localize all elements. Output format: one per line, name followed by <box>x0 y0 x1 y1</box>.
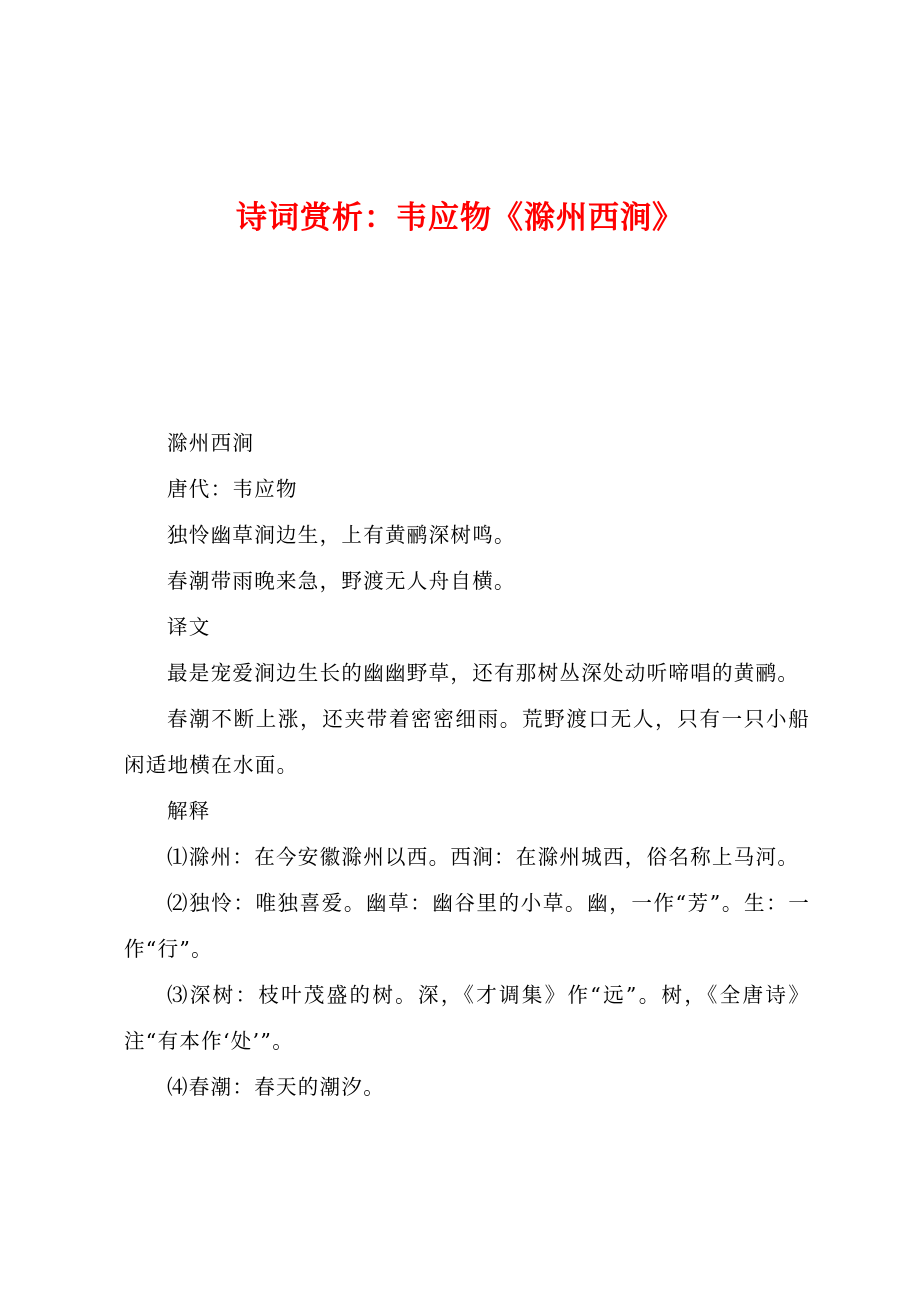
note-2: ⑵独怜：唯独喜爱。幽草：幽谷里的小草。幽，一作“芳”。生：一作“行”。 <box>124 891 810 961</box>
poem-author: 唐代：韦应物 <box>167 477 298 501</box>
document-body <box>124 420 810 1110</box>
poem-line-2: 春潮带雨晚来急，野渡无人舟自横。 <box>167 569 516 593</box>
notes-heading: 解释 <box>167 799 211 823</box>
note-1: ⑴滁州：在今安徽滁州以西。西涧：在滁州城西，俗名称上马河。 <box>167 845 800 869</box>
translation-paragraph-1: 最是宠爱涧边生长的幽幽野草，还有那树丛深处动听啼唱的黄鹂。 <box>167 661 800 685</box>
document-title: 诗词赏析：韦应物《滁州西涧》 <box>236 200 684 236</box>
poem-title: 滁州西涧 <box>167 431 255 455</box>
translation-paragraph-2: 春潮不断上涨，还夹带着密密细雨。荒野渡口无人，只有一只小船闲适地横在水面。 <box>124 707 810 777</box>
poem-line-1: 独怜幽草涧边生，上有黄鹂深树鸣。 <box>167 523 516 547</box>
note-4: ⑷春潮：春天的潮汐。 <box>167 1075 385 1099</box>
translation-heading: 译文 <box>167 615 211 639</box>
note-3: ⑶深树：枝叶茂盛的树。深，《才调集》作“远”。树，《全唐诗》注“有本作‘处’”。 <box>124 983 810 1053</box>
